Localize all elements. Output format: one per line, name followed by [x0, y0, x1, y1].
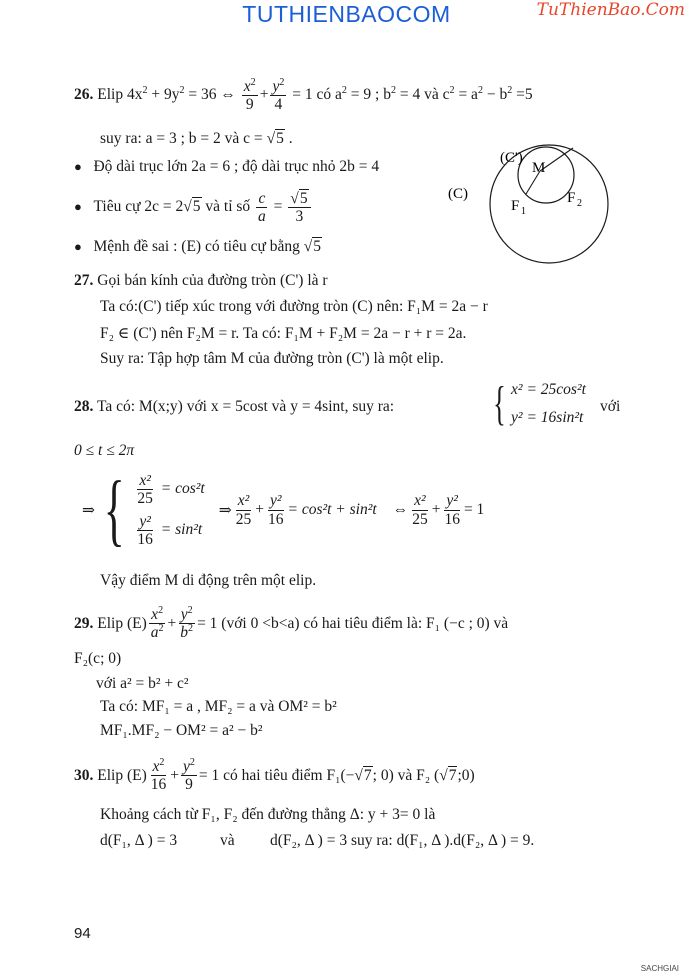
- problem-30-line3a: d(F₁, Δ ) = 3: [100, 832, 178, 849]
- text: y² = 16sin²t: [511, 409, 584, 426]
- voi-text: với: [600, 398, 621, 415]
- site-header: TUTHIENBAOCOM: [242, 1, 451, 27]
- sub-2: 2: [577, 198, 582, 209]
- label-f2: F: [567, 190, 576, 206]
- problem-30-line3c: d(F₂, Δ ) = 3 suy ra: d(F₁, Δ ).d(F₂, Δ ) = 9.: [270, 832, 535, 849]
- circle-c-prime: [518, 147, 574, 203]
- problem-28-derivation: ⇒ { $\frac{\text{x²}}{25}$ = cos²t $\frac{\text{y²}}{16}$ = sin²t ⇒ $\frac{\text{x²}}{25}$ + $\frac{\text{y²}}{16}$ = cos²t + sin²t ⇔ $\frac{\text{x²}}{25}$ + $\frac{\text{y²}}{16}$ = 1: [82, 466, 485, 554]
- fraction: $\frac{√5}{3}$: [288, 190, 310, 225]
- text: Độ dài trục lớn 2a = 6 ; độ dài trục nhỏ 2b = 4: [93, 158, 380, 175]
- label-f1: F: [511, 198, 520, 214]
- system-1: { x² = 25cos²t y² = 16sin²t: [493, 377, 586, 430]
- text: x² = 25cos²t: [511, 381, 586, 398]
- problem-27-line2: Ta có:(C') tiếp xúc trong với đường tròn (C) nên: F₁M = 2a − r: [100, 298, 488, 315]
- bullet-2: ● Tiêu cự 2c = 2√5 và tỉ số $\frac{c}{a}$ = $\frac{√5}{3}$: [74, 190, 313, 225]
- text: Mệnh đề sai : (E) có tiêu cự bằng: [93, 238, 304, 255]
- text: = 9 ; b: [346, 86, 391, 104]
- problem-28-conclusion: Vậy điểm M di động trên một elip.: [100, 572, 317, 589]
- bullet-1: ● Độ dài trục lớn 2a = 6 ; độ dài trục nhỏ 2b = 4: [74, 158, 380, 175]
- problem-30-line1: 30. Elip (E) $\frac{x^2}{16}$ + $\frac{y^2}{9}$ = 1 có hai tiêu điểm F₁(− √7 ; 0) và F₂ ( √7 ;0): [74, 756, 475, 794]
- page-number: 94: [74, 925, 91, 942]
- problem-29-line5: MF₁.MF₂ − OM² = a² − b²: [100, 722, 263, 739]
- problem-30-line3b: và: [220, 832, 235, 849]
- text: =: [269, 198, 287, 216]
- fraction: $\frac{x^2}{9}$: [243, 76, 256, 114]
- bullet-3: ● Mệnh đề sai : (E) có tiêu cự bằng √5: [74, 238, 322, 255]
- text: = 36 ⇔: [184, 86, 240, 104]
- problem-27-line4: Suy ra: Tập hợp tâm M của đường tròn (C') là một elip.: [100, 350, 444, 367]
- watermark: TuThienBao.Com: [536, 0, 685, 20]
- problem-30-line2: Khoảng cách từ F₁, F₂ đến đường thẳng Δ: y + 3= 0 là: [100, 806, 436, 823]
- text: Tiêu cự 2c = 2: [93, 198, 184, 216]
- problem-29-line1: 29. Elip (E) $\frac{x^2}{a^2}$ + $\frac{y^2}{b^2}$ = 1 (với 0 <b<a) có hai tiêu điểm là: F₁ (−c ; 0) và: [74, 604, 509, 642]
- problem-28-line1: 28. Ta có: M(x;y) với x = 5cost và y = 4sint, suy ra:: [74, 398, 395, 415]
- problem-27-line3: F₂ ∈ (C') nên F₂M = r. Ta có: F₁M + F₂M = 2a − r + r = 2a.: [100, 325, 467, 342]
- label-c: (C): [448, 186, 468, 202]
- problem-29-line3: với a² = b² + c²: [96, 675, 189, 692]
- problem-27-line1: 27. Gọi bán kính của đường tròn (C') là r: [74, 272, 328, 289]
- text: = a: [454, 86, 478, 104]
- problem-29-line2: F₂(c; 0): [74, 650, 122, 667]
- text: + 9y: [147, 86, 180, 104]
- t-range: 0 ≤ t ≤ 2π: [74, 442, 135, 459]
- fraction: $\frac{y^2}{4}$: [272, 76, 285, 114]
- label-m: M: [532, 160, 546, 176]
- fraction: $\frac{c}{a}$: [258, 190, 266, 226]
- text: Elip 4x: [97, 86, 143, 104]
- circle-figure: [440, 140, 620, 265]
- text: = 1 có a: [288, 86, 342, 104]
- sub-1: 1: [521, 206, 526, 217]
- text: − b: [482, 86, 508, 104]
- sqrt: √5: [266, 130, 284, 147]
- text: suy ra: a = 3 ; b = 2 và c =: [100, 130, 267, 147]
- problem-26-line1: 26. Elip $4x^2 + 9y^2 = 36$ ⇔ $\frac{x^2}{9}$ + $\frac{y^2}{4}$ = 1 có $a^2 = 9$ ; $b^2 = 4$ và $c^2 = a^2 - b^2 =5$: [74, 76, 533, 114]
- label-c-prime: (C'): [500, 150, 523, 166]
- problem-number: 26.: [74, 86, 94, 104]
- text: = 4 và c: [396, 86, 450, 104]
- text: =5: [512, 86, 533, 104]
- footer-brand: SACHGIAI: [640, 964, 679, 973]
- problem-26-line2: suy ra: a = 3 ; b = 2 và c = √5 .: [100, 130, 293, 147]
- text: và tỉ số: [201, 198, 255, 216]
- text: Gọi bán kính của đường tròn (C') là r: [97, 272, 328, 289]
- problem-29-line4: Ta có: MF₁ = a , MF₂ = a và OM² = b²: [100, 698, 337, 715]
- text: Ta có: M(x;y) với x = 5cost và y = 4sint, suy ra:: [96, 398, 395, 415]
